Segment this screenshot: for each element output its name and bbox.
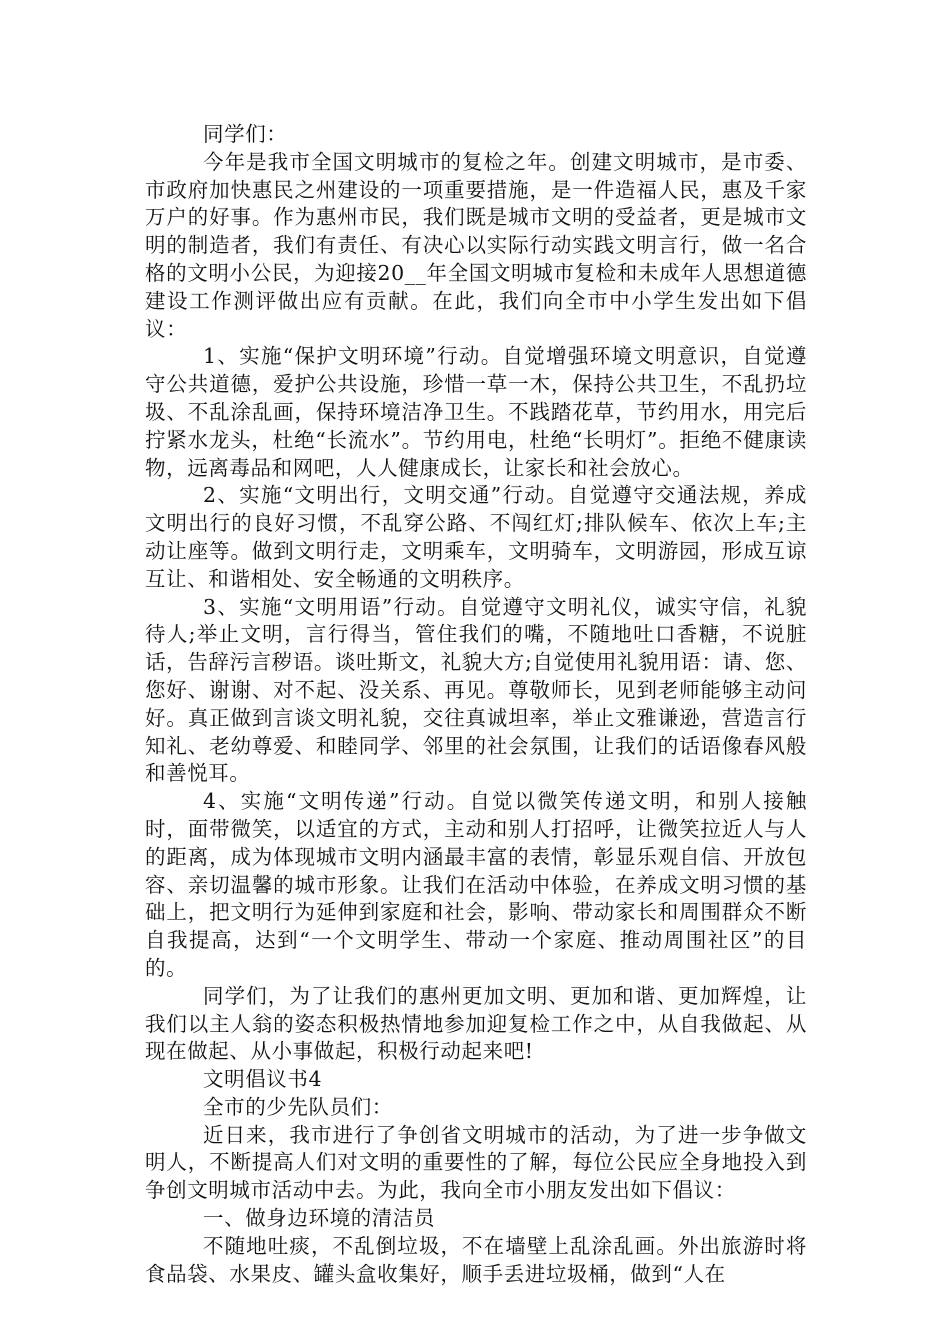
salutation-2: 全市的少先队员们： <box>203 1094 393 1119</box>
paragraph-item-4: 4、实施“文明传递”行动。自觉以微笑传递文明，和别人接触时，面带微笑，以适宜的方式，主动和别人打招呼，让微笑拉近人与人的距离，成为体现城市文明内涵最丰富的表情，彰显乐观自信、开放包容、亲切温馨的城市形象。让我们在活动中体验，在养成文明习惯的基础上，把文明行为延伸到家庭和社会，影响、带动家长和周围群众不断自我提高，达到“一个文明学生、带动一个家庭、推动周围社区”的目的。 <box>145 789 807 980</box>
paragraph-item-2: 2、实施“文明出行，文明交通”行动。自觉遵守交通法规，养成文明出行的良好习惯，不乱穿公路、不闯红灯;排队候车、依次上车;主动让座等。做到文明行走，文明乘车，文明骑车，文明游园，形成互谅互让、和谐相处、安全畅通的文明秩序。 <box>145 483 807 591</box>
salutation: 同学们： <box>203 122 288 146</box>
subheading-1: 一、做身边环境的清洁员 <box>203 1206 436 1231</box>
paragraph-item-3: 3、实施“文明用语”行动。自觉遵守文明礼仪，诚实守信，礼貌待人;举止文明，言行得当，管住我们的嘴，不随地吐口香糖，不说脏话，告辞污言秽语。谈吐斯文，礼貌大方;自觉使用礼貌用语：请、您、您好、谢谢、对不起、没关系、再见。尊敬师长，见到老师能够主动问好。真正做到言谈文明礼貌，交往真诚坦率，举止文雅谦逊，营造言行知礼、老幼尊爱、和睦同学、邻里的社会氛围，让我们的话语像春风般和善悦耳。 <box>145 594 807 786</box>
paragraph-item-1: 1、实施“保护文明环境”行动。自觉增强环境文明意识，自觉遵守公共道德，爱护公共设施，珍惜一草一木，保持公共卫生，不乱扔垃圾、不乱涂乱画，保持环境洁净卫生。不践踏花草，节约用水，用完后拧紧水龙头，杜绝“长流水”。节约用电，杜绝“长明灯”。拒绝不健康读物，远离毒品和网吧，人人健康成长，让家长和社会放心。 <box>145 344 807 480</box>
document-body <box>145 121 807 1288</box>
paragraph-sub-1: 不随地吐痰，不乱倒垃圾，不在墙壁上乱涂乱画。外出旅游时将食品袋、水果皮、罐头盒收集好，顺手丢进垃圾桶，做到“人在 <box>145 1233 807 1286</box>
paragraph-closing: 同学们，为了让我们的惠州更加文明、更加和谐、更加辉煌，让我们以主人翁的姿态积极热情地参加迎复检工作之中，从自我做起、从现在做起、从小事做起，积极行动起来吧! <box>145 983 807 1064</box>
paragraph-intro: 今年是我市全国文明城市的复检之年。创建文明城市，是市委、市政府加快惠民之州建设的一项重要措施，是一件造福人民，惠及千家万户的好事。作为惠州市民，我们既是城市文明的受益者，更是城市文明的制造者，我们有责任、有决心以实际行动实践文明言行，做一名合格的文明小公民，为迎接20__年全国文明城市复检和未成年人思想道德建设工作测评做出应有贡献。在此，我们向全市中小学生发出如下倡议： <box>145 149 807 341</box>
paragraph-intro-2: 近日来，我市进行了争创省文明城市的活动，为了进一步争做文明人，不断提高人们对文明的重要性的了解，每位公民应全身地投入到争创文明城市活动中去。为此，我向全市小朋友发出如下倡议： <box>145 1122 807 1203</box>
section-title: 文明倡议书4 <box>203 1067 323 1092</box>
